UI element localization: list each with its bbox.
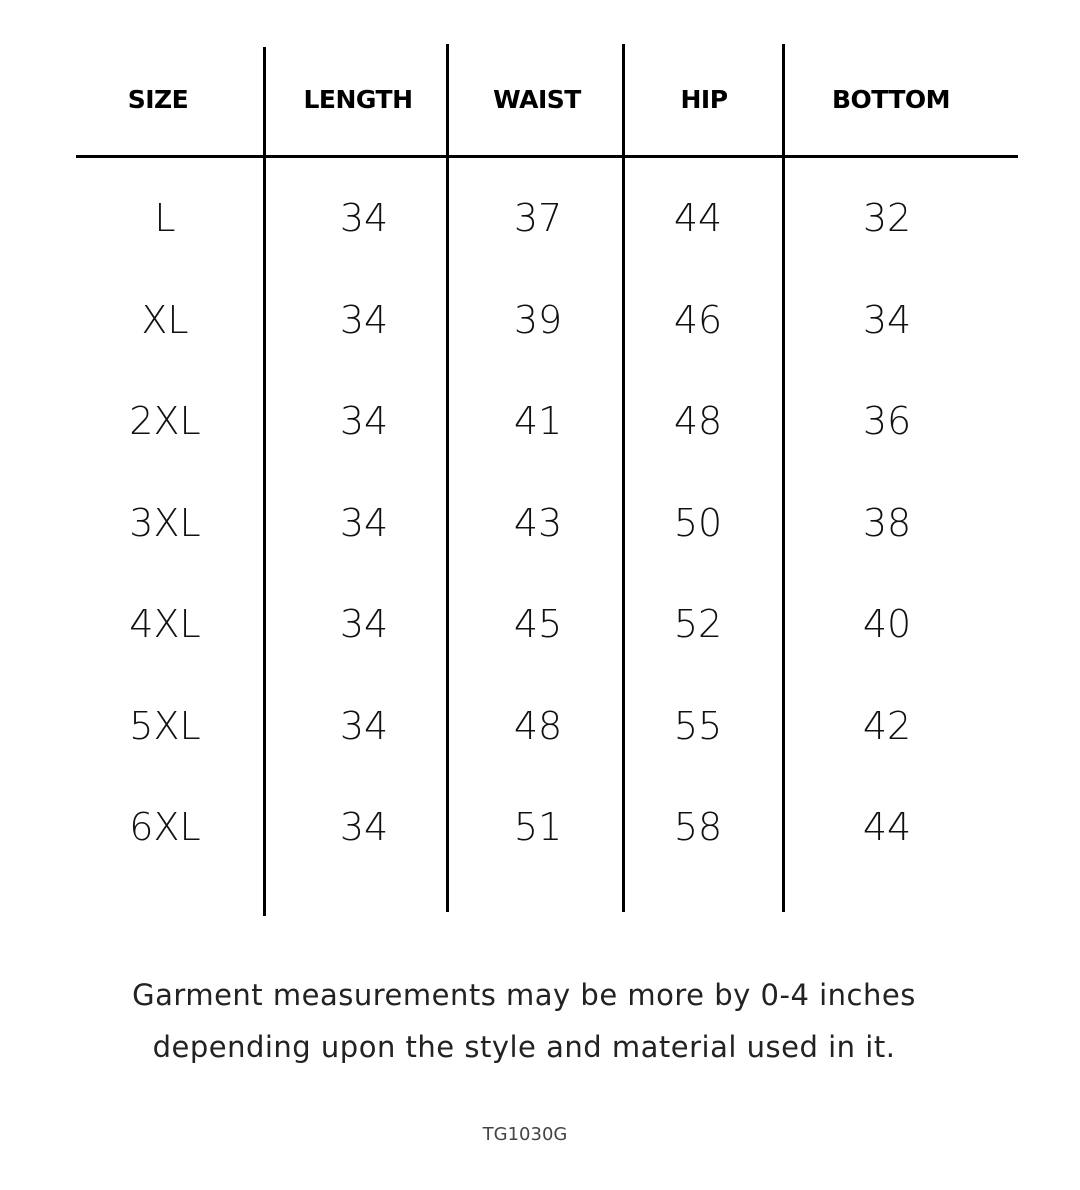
- cell-hip: 50: [673, 501, 723, 545]
- header-hip: HIP: [680, 85, 728, 114]
- cell-size: 2XL: [129, 399, 201, 443]
- cell-hip: 44: [673, 196, 723, 240]
- cell-waist: 43: [513, 501, 563, 545]
- cell-bottom: 40: [862, 602, 912, 646]
- cell-size: 5XL: [129, 704, 201, 748]
- cell-size: 6XL: [129, 805, 201, 849]
- product-code: TG1030G: [482, 1124, 568, 1145]
- cell-size: 4XL: [129, 602, 201, 646]
- header-size: SIZE: [127, 85, 189, 114]
- cell-waist: 39: [513, 298, 563, 342]
- cell-length: 34: [339, 602, 389, 646]
- cell-length: 34: [339, 704, 389, 748]
- cell-waist: 48: [513, 704, 563, 748]
- cell-hip: 55: [673, 704, 723, 748]
- cell-hip: 58: [673, 805, 723, 849]
- cell-hip: 52: [673, 602, 723, 646]
- cell-length: 34: [339, 501, 389, 545]
- cell-hip: 48: [673, 399, 723, 443]
- cell-length: 34: [339, 805, 389, 849]
- cell-bottom: 32: [862, 196, 912, 240]
- column-divider-3: [622, 44, 625, 912]
- header-waist: WAIST: [493, 85, 581, 114]
- cell-size: XL: [141, 298, 189, 342]
- cell-bottom: 42: [862, 704, 912, 748]
- cell-waist: 51: [513, 805, 563, 849]
- cell-bottom: 36: [862, 399, 912, 443]
- header-divider: [76, 155, 1018, 158]
- column-divider-4: [782, 44, 785, 912]
- cell-waist: 41: [513, 399, 563, 443]
- cell-size: L: [154, 196, 176, 240]
- measurement-note-line-1: Garment measurements may be more by 0-4 inches: [132, 978, 916, 1012]
- cell-hip: 46: [673, 298, 723, 342]
- cell-length: 34: [339, 298, 389, 342]
- column-divider-2: [446, 44, 449, 912]
- cell-waist: 37: [513, 196, 563, 240]
- cell-waist: 45: [513, 602, 563, 646]
- cell-bottom: 38: [862, 501, 912, 545]
- header-length: LENGTH: [303, 85, 413, 114]
- cell-length: 34: [339, 196, 389, 240]
- cell-length: 34: [339, 399, 389, 443]
- column-divider-1: [263, 47, 266, 916]
- cell-bottom: 44: [862, 805, 912, 849]
- cell-bottom: 34: [862, 298, 912, 342]
- header-bottom: BOTTOM: [831, 85, 951, 114]
- cell-size: 3XL: [129, 501, 201, 545]
- measurement-note-line-2: depending upon the style and material used in it.: [152, 1030, 896, 1064]
